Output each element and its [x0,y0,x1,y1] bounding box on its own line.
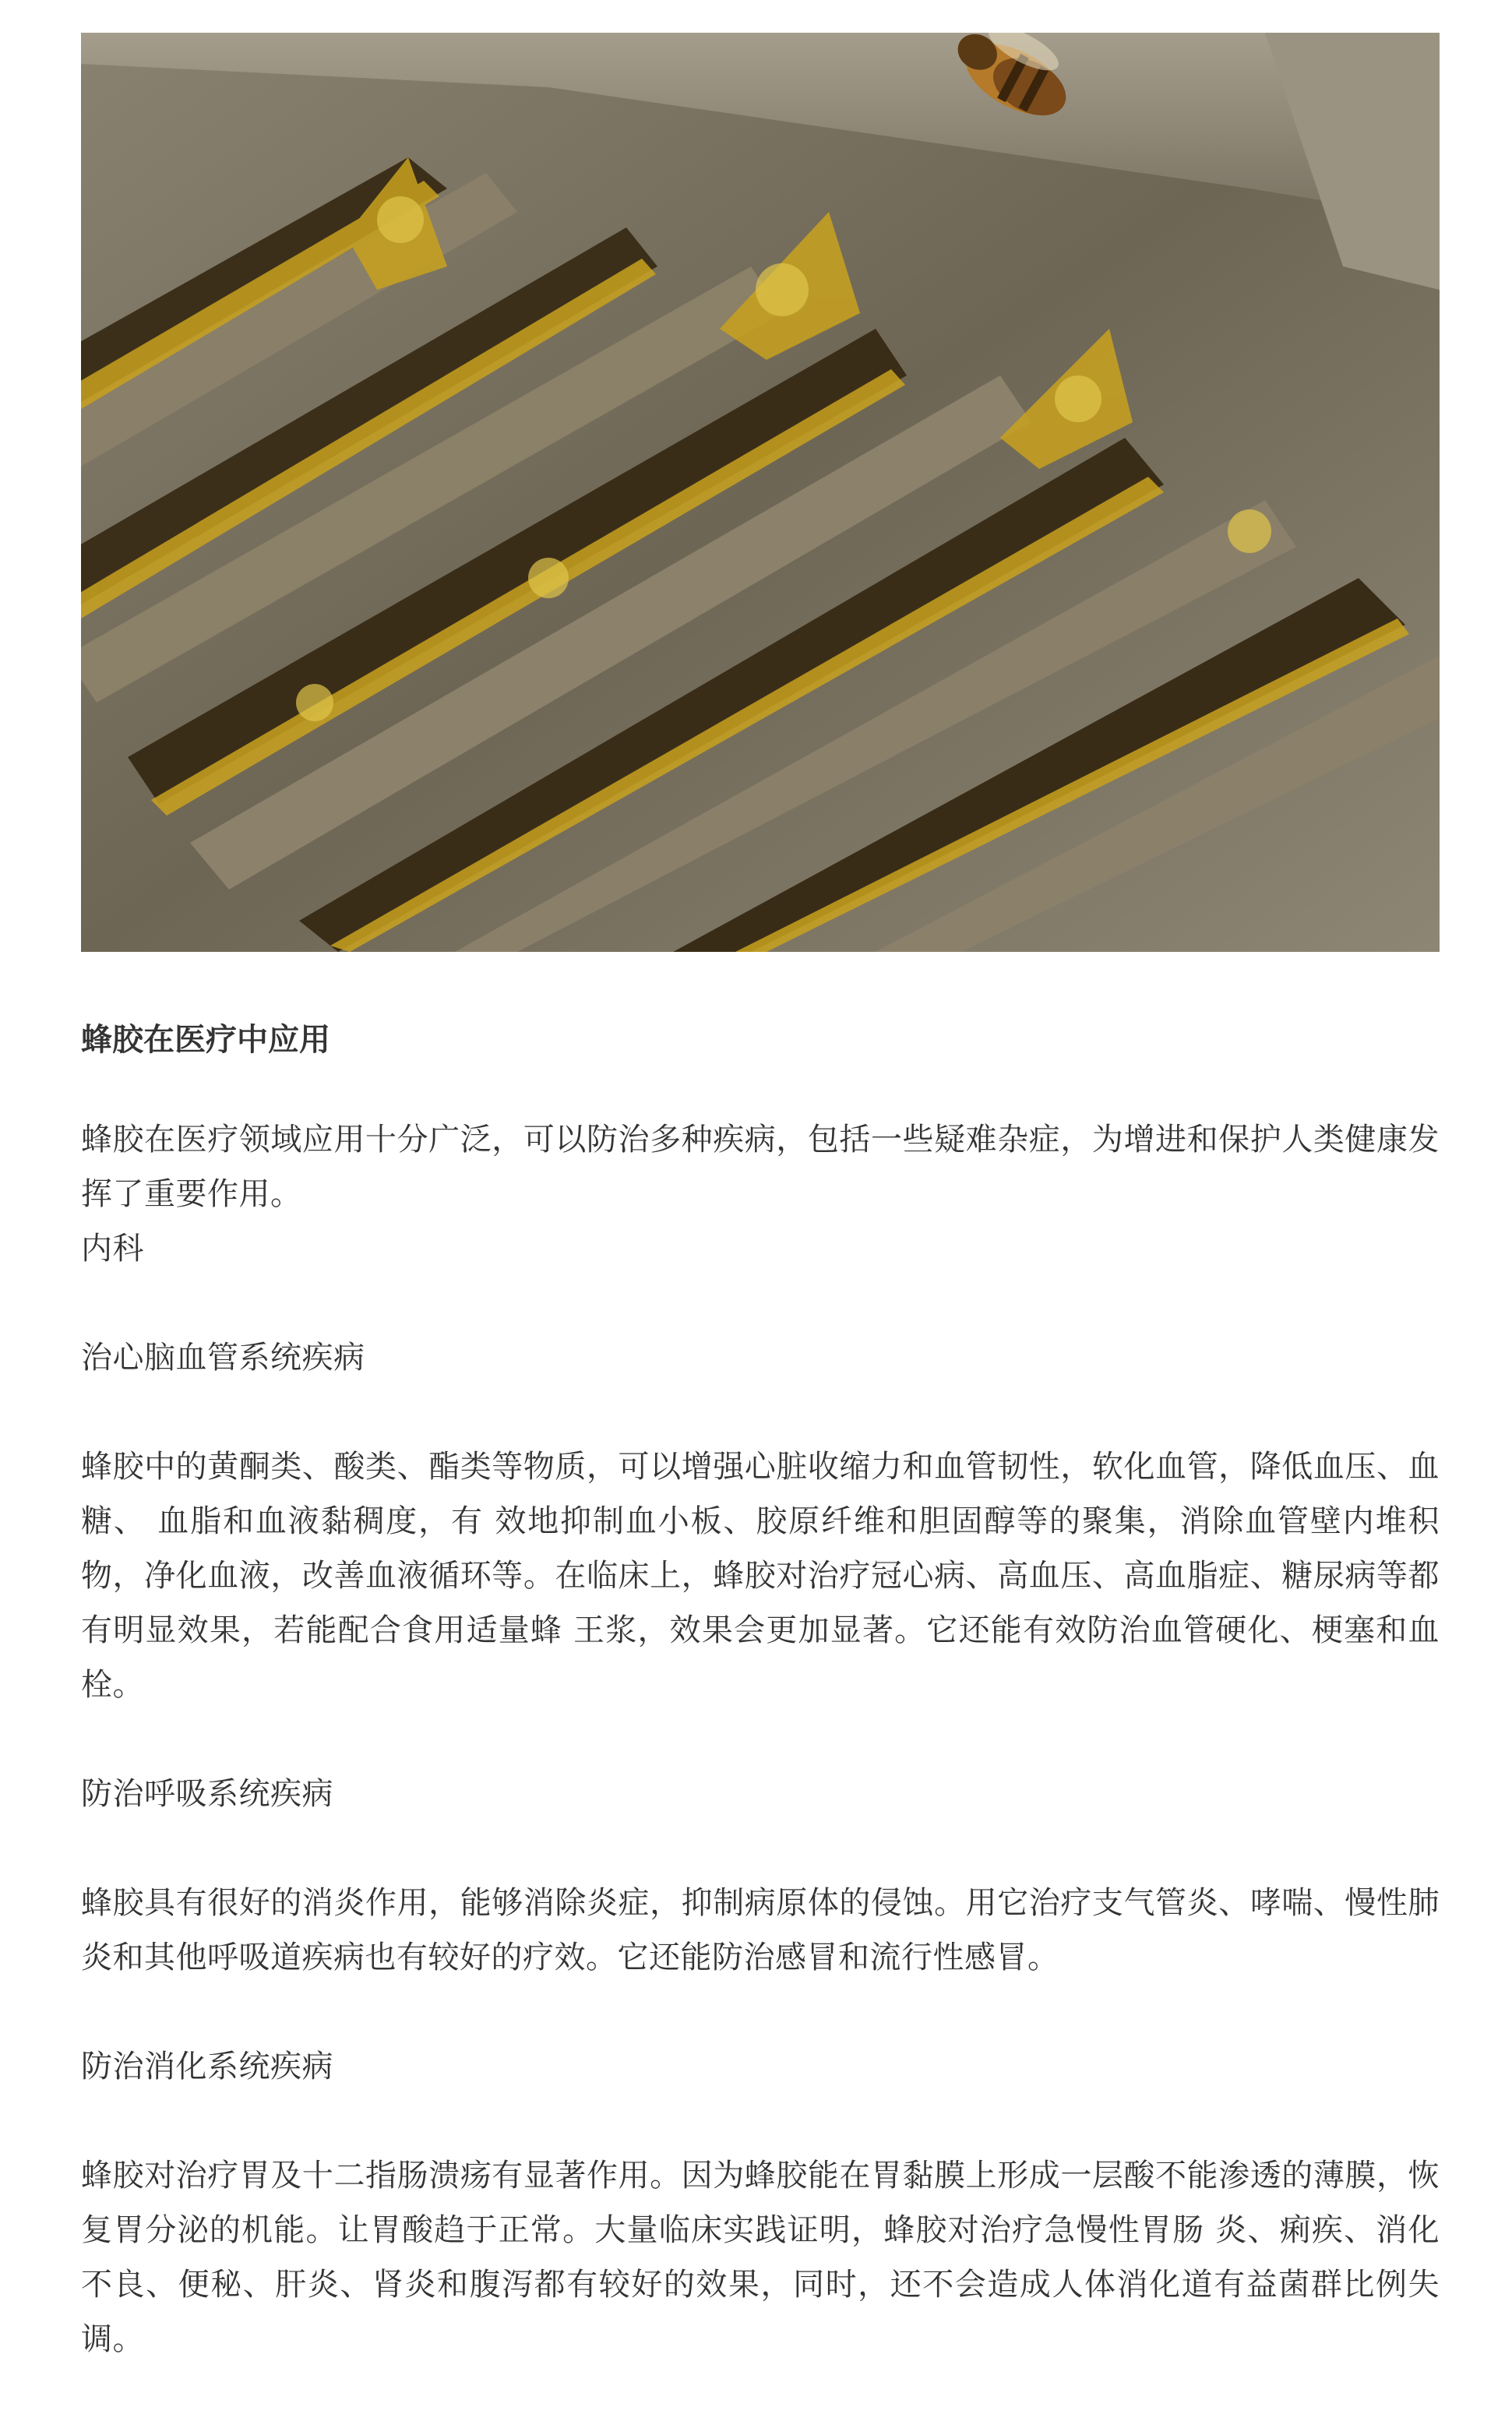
beehive-image [81,33,1440,952]
article-title: 蜂胶在医疗中应用 [81,1022,330,1058]
section-body: 蜂胶中的黄酮类、酸类、酯类等物质，可以增强心脏收缩力和血管韧性，软化血管，降低血压、血糖、 血脂和血液黏稠度，有 效地抑制血小板、胶原纤维和胆固醇等的聚集，消除血管壁内堆积物，净化血液，改善血液循环等。在临床上，蜂胶对治疗冠心病、高血压、高血脂症、糖尿病等都有明显效果，若能配合食用适量蜂 王浆，效果会更加显著。它还能有效防治血管硬化、梗塞和血栓。 [81,1449,1440,1703]
beehive-propolis-photo [81,33,1440,952]
section-heading: 防治消化系统疾病 [81,2049,333,2084]
section-body: 蜂胶具有很好的消炎作用，能够消除炎症，抑制病原体的侵蚀。用它治疗支气管炎、哮喘、慢性肺炎和其他呼吸道疾病也有较好的疗效。它还能防治感冒和流行性感冒。 [81,1885,1440,1975]
section-body: 蜂胶对治疗胃及十二指肠溃疡有显著作用。因为蜂胶能在胃黏膜上形成一层酸不能渗透的薄膜，恢复胃分泌的机能。让胃酸趋于正常。大量临床实践证明，蜂胶对治疗急慢性胃肠 炎、痢疾、消化不良、便秘、肝炎、肾炎和腹泻都有较好的效果，同时，还不会造成人体消化道有益菌群比例失调。 [81,2158,1440,2357]
section-heading: 防治呼吸系统疾病 [81,1776,333,1812]
article-body [81,1013,1440,2366]
intro-paragraph: 蜂胶在医疗领域应用十分广泛，可以防治多种疾病，包括一些疑难杂症，为增进和保护人类健康发挥了重要作用。 [81,1122,1440,1212]
section-heading: 治心脑血管系统疾病 [81,1340,365,1376]
section-label: 内科 [81,1231,144,1267]
